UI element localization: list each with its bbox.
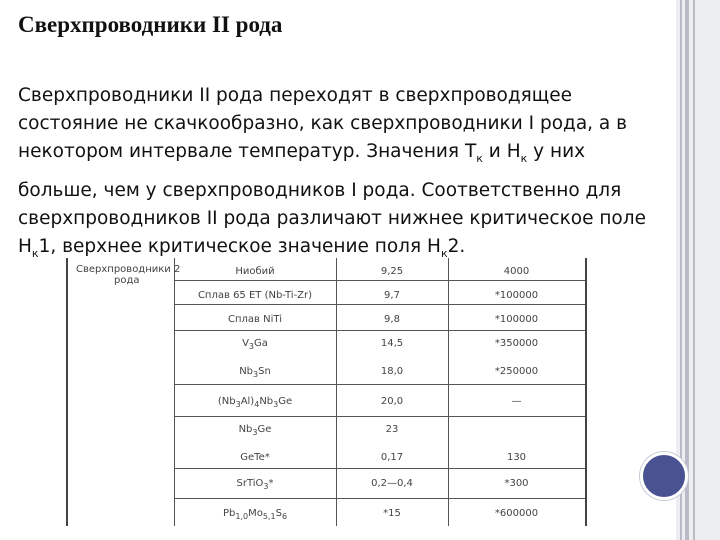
cell-hk: *300 bbox=[504, 478, 529, 489]
cell-hk: *100000 bbox=[494, 314, 539, 325]
formula-part: Ge bbox=[257, 424, 272, 435]
cell-material bbox=[174, 478, 336, 491]
cell-material: $Pb_{1,0}Mo_{5,1}S_6$ bbox=[222, 508, 288, 521]
table-row-line bbox=[174, 280, 585, 281]
cell-material bbox=[174, 366, 336, 379]
table-row-line bbox=[174, 468, 585, 469]
table-row-line bbox=[174, 416, 585, 417]
cell-tk: 0,17 bbox=[380, 452, 404, 463]
cell-material: Сплав NiTi bbox=[228, 314, 282, 325]
formula-subscript: 3 bbox=[248, 342, 255, 351]
cell-hk: *350000 bbox=[494, 338, 539, 349]
decorative-side-line bbox=[685, 0, 689, 540]
subscript: к bbox=[440, 247, 448, 260]
formula-subscript: 3 bbox=[263, 482, 269, 491]
table-caption bbox=[76, 264, 180, 286]
cell-hk: *250000 bbox=[494, 366, 539, 377]
cell-tk: 14,5 bbox=[380, 338, 404, 349]
decorative-side-band bbox=[676, 0, 720, 540]
formula-part: * bbox=[268, 478, 274, 489]
subscript: к bbox=[476, 152, 483, 165]
formula-subscript: 3 bbox=[252, 428, 258, 437]
cell-tk: 9,7 bbox=[384, 290, 400, 301]
caption-line: рода bbox=[114, 275, 140, 286]
table-row-line bbox=[174, 384, 585, 385]
paragraph-line bbox=[18, 138, 690, 173]
paragraph-line: больше, чем у сверхпроводников I рода. Соответственно для bbox=[18, 180, 622, 201]
text-fragment: некотором интервале температур. Значения T bbox=[18, 141, 477, 162]
cell-tk: *15 bbox=[383, 508, 401, 519]
cell-tk: 9,8 bbox=[384, 314, 400, 325]
decorative-side-line bbox=[693, 0, 695, 540]
cell-tk: 23 bbox=[385, 424, 399, 435]
cell-hk: *600000 bbox=[494, 508, 539, 519]
formula-part: Ga bbox=[254, 338, 268, 349]
subscript: к bbox=[31, 247, 39, 260]
formula-subscript: 3 bbox=[253, 370, 259, 379]
text-fragment: 1, верхнее критическое значение поля H bbox=[38, 236, 441, 257]
text-fragment: H bbox=[18, 236, 32, 257]
text-fragment: у них bbox=[527, 141, 586, 162]
cell-hk: 130 bbox=[506, 452, 527, 463]
formula-part: Nb bbox=[238, 424, 253, 435]
table-row-line bbox=[174, 498, 585, 499]
paragraph-line: Сверхпроводники II рода переходят в сверхпроводящее bbox=[18, 85, 572, 106]
subscript: к bbox=[520, 152, 528, 165]
table-row-line bbox=[174, 304, 585, 305]
cell-material: GeTe* bbox=[240, 452, 270, 463]
paragraph-line: сверхпроводников II рода различают нижнее критическое поле bbox=[18, 208, 646, 229]
formula-part: SrTiO bbox=[236, 478, 264, 489]
table-row-line bbox=[174, 330, 585, 331]
formula-part: Nb bbox=[239, 366, 254, 377]
caption-line: Сверхпроводники 2 bbox=[76, 264, 181, 275]
text-fragment: 2. bbox=[447, 236, 466, 257]
cell-material: $(Nb_3Al)_4Nb_3Ge$ bbox=[217, 396, 293, 409]
cell-tk: 0,2—0,4 bbox=[371, 478, 413, 489]
cell-tk: 18,0 bbox=[380, 366, 404, 377]
cell-material bbox=[174, 424, 336, 437]
slide-paragraph bbox=[18, 82, 690, 268]
cell-material: Сплав 65 ЕТ (Nb-Ti-Zr) bbox=[197, 290, 313, 301]
cell-tk: 9,25 bbox=[380, 266, 404, 277]
slide-title: Сверхпроводники II рода bbox=[18, 12, 283, 37]
cell-hk: — bbox=[511, 396, 522, 407]
superconductor-table bbox=[66, 258, 587, 526]
cell-material: Ниобий bbox=[235, 266, 275, 277]
decorative-circle bbox=[640, 452, 688, 500]
formula-part: V bbox=[242, 338, 249, 349]
cell-material bbox=[174, 338, 336, 351]
cell-hk: 4000 bbox=[503, 266, 530, 277]
cell-hk: *100000 bbox=[494, 290, 539, 301]
paragraph-line: состояние не скачкообразно, как сверхпроводники I рода, а в bbox=[18, 113, 628, 134]
text-fragment: и H bbox=[482, 141, 521, 162]
formula-part: Sn bbox=[258, 366, 271, 377]
cell-tk: 20,0 bbox=[380, 396, 404, 407]
